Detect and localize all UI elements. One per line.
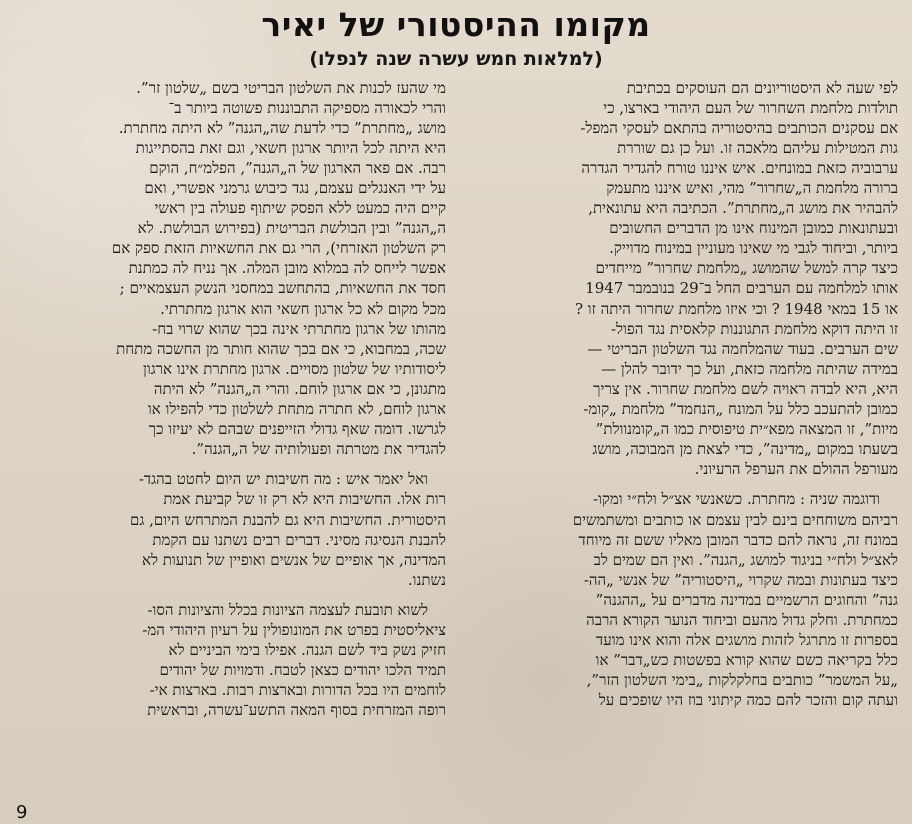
- left-column-paragraph: לשוא תובעת לעצמה הציונות בכלל והציונות הסו- ציאליסטית בפרט את המונופולין על רעיון היהודי המ- חזיק נשק ביד לשם הגנה. אפילו בימי הביניים לא תמיד הלכו יהודים כצאן לטבח. ודמויות של יהודים לוחמים היו בכל הדורות ובארצות רבות. בארצות אי- רופה המזרחית בסוף המאה התשע־עשרה, ובראשית: [142, 600, 446, 720]
- left-column-paragraph: ואל יאמר איש : מה חשיבות יש היום לחטט בהגד- רות אלו. החשיבות היא לא רק זו של קביעת אמת היסטורית. החשיבות היא גם להבנת המתרחש היום, גם להבנת הנסיגה מסיני. דברים רבים נשתנו עם הקמת המדינה, אך אופיים של אנשים ואופיין של תנועות לא נשתנו.: [129, 470, 446, 589]
- right-column-paragraph: לפי שעה לא היסטוריונים הם העוסקים בכתיבת תולדות מלחמת השחרור של העם היהודי בארצו, כי אם עסקנים הכותבים בהיסטוריה בהתאם לעסקי המפל- גות המטילות עליהם מלאכה זו. ועל כן גם שוררת ערבוביה כזאת במונחים. איש איננו טורח להגדיר הגדרה ברורה מלחמת ה„שחרור” מהי, ואיש איננו מתעמק להבהיר את מושג ה„מחתרת”. הכתיבה היא עתונאית, ובעתונאות כמובן המינוח אינו מן הדברים החשובים ביותר, וביחוד לגבי מי שאינו מעוניין במינוח מדוייק. כיצד קרה למשל שהמושג „מלחמת שחרור” מייחדים אותו למלחמה עם הערבים החל ב־29 בנובמבר 1947 או 15 במאי 1948 ? וכי איזו מלחמת שחרור היתה זו ? זו היתה דוקא מלחמת התגוננות קלאסית נגד הפול- שים הערבים. בעוד שהמלחמה נגד השלטון הבריטי — במידה שהיתה מלחמה כזאת, ועל כך ידובר להלן — היא, היא לבדה ראויה לשם מלחמת שחרור. אין צריך כמובן להתעכב כלל על המונח „הנחמד” מלחמת „קומ- מיות”, זו המצאה מפא״ית טיפוסית כמו ה„קומנוולת” בשעתו במקום „מדינה”, כדי לצאת מן המבוכה, מושג מעורפל ההולם את הערפל הרעיוני.: [574, 78, 898, 479]
- left-column: [16, 78, 446, 818]
- left-column-paragraph: מי שהעז לכנות את השלטון הבריטי בשם „שלטון זר”. והרי לכאורה מספיקה התבוננות פשוטה ביותר ב־ מושג „מחתרת” כדי לדעת שה„הגנה” לא היתה מחתרת. היא היתה לכל היותר ארגון חשאי, וגם זאת בהסתייגות רבה. אם פאר הארגון של ה„הגנה”, הפלמ״ח, הוקם על ידי האנגלים עצמם, נגד כיבוש גרמני אפשרי, ואם קיים היה כמעט ללא הפסק שיתוף פעולה בין ראשי ה„הגנה” ובין הבולשת הבריטית (בפירוש הבולשת. לא רק השלטון האזרחי), הרי גם את החשאיות הזאת ספק אם אפשר לייחס לה במלוא מובן המלה. אך נניח לה כמתנת חסד את החשאיות, בהתחשב במחסני הנשק העצמאיים ; מכל מקום לא כל ארגון חשאי הוא ארגון מחתרתי. מהותו של ארגון מחתרתי אינה בכך שהוא שרוי בח- שכה, במחבוא, כי אם בכך שהוא חותר מן החשכה מתחת ליסודותיו של שלטון מסויים. ארגון מחתרת אינו ארגון מתגונן, כי אם ארגון לוחם. והרי ה„הגנה” לא היתה ארגון לוחם, לא חתרה מתחת לשלטון כדי להפילו או לגרשו. דומה שאף גדולי הזייפנים שבהם לא יעיזו כך להגדיר את מטרתה ופעולותיה של ה„הגנה”.: [111, 78, 446, 459]
- article-title: מקומו ההיסטורי של יאיר: [261, 5, 651, 44]
- page-number: 9: [16, 802, 28, 823]
- article-header: [14, 5, 898, 70]
- right-column-paragraph: ודוגמה שניה : מחתרת. כשאנשי אצ״ל ולח״י ומקו- רביהם משוחחים בינם לבין עצמם או כותבים ומשתמשים במונח זה, נראה להם כדבר המובן מאליו ששם זה מיוחד לאצ״ל ולח״י בניגוד למושג „הגנה”. ואין הם שמים לב כיצד בעתונות ובמה שקרוי „היסטוריה” של אנשי „הה- גנה” והחוגים הרשמיים במדינה מדברים על „ההגנה” כמחתרת. וחלק גדול מהעם וביחוד הנוער הקורא הרבה בספרות זו מתרגל לזהות מושגים אלה והוא אינו מועד כלל בקריאה כשם שהוא קורא בפשטות כש„דבר” או „על המשמר” כותבים בחלקלקות „בימי השלטון הזר”, ועתה קום והזכר להם כמה קיתוני בוז היו שופכים על: [572, 490, 898, 710]
- article-subtitle: (למלאות חמש עשרה שנה לנפלו): [309, 47, 603, 70]
- right-column: [468, 78, 898, 818]
- article-columns: [14, 78, 898, 818]
